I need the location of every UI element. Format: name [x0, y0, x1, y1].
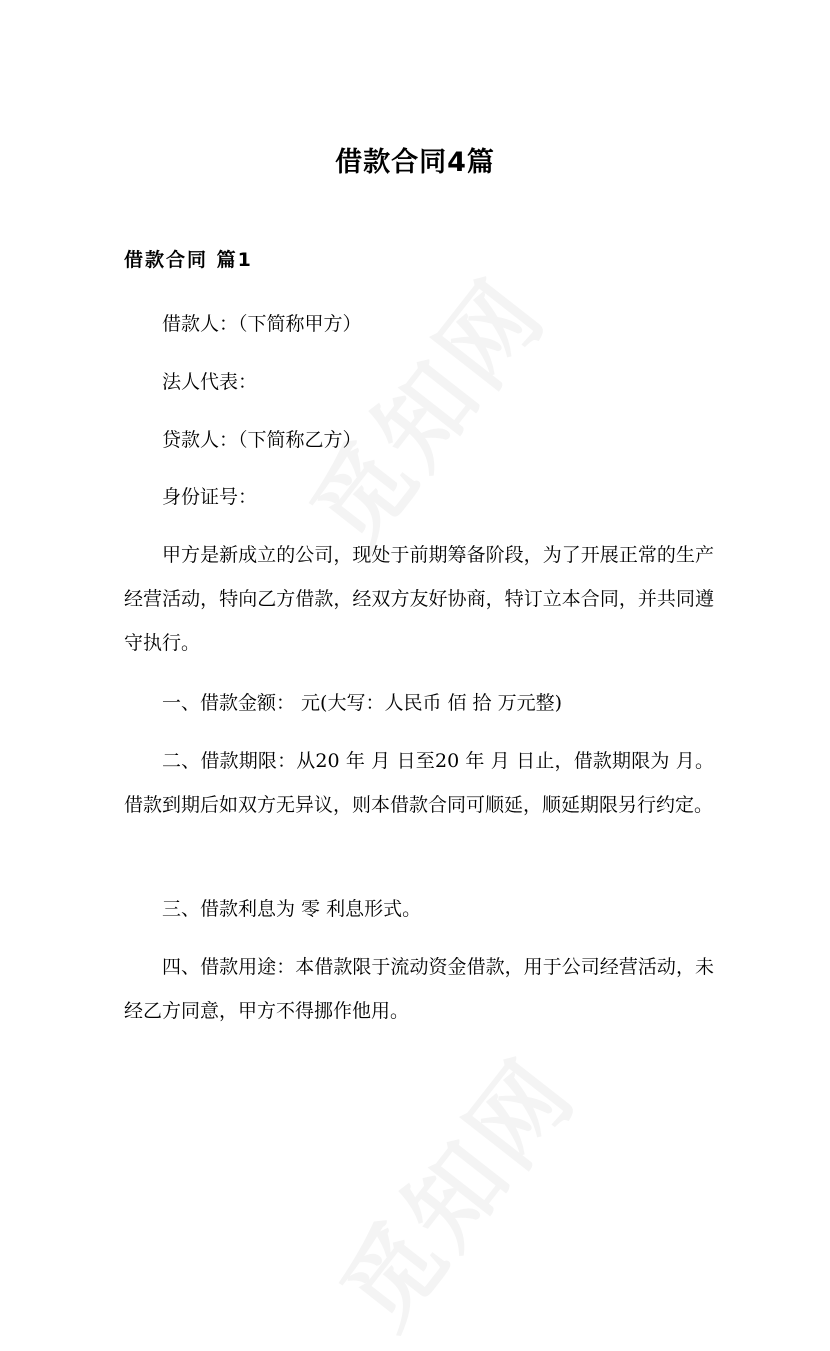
watermark: [305, 1026, 601, 1351]
paragraph-text: 借款人：（下简称甲方）: [162, 313, 362, 335]
paragraph-text: 一、借款金额： 元(大写：人民币 佰 拾 万元整): [162, 692, 562, 714]
section-heading: 借款合同 篇1: [124, 249, 253, 271]
paragraph-text: 甲方是新成立的公司，现处于前期筹备阶段，为了开展正常的生产经营活动，特向乙方借款，经双方友好协商，特订立本合同，并共同遵守执行。: [124, 544, 714, 654]
paragraph-legal-representative: [124, 360, 714, 404]
paragraph-preamble: [124, 533, 714, 665]
watermark: [275, 246, 571, 571]
clause-purpose: [124, 945, 714, 1033]
paragraph-id-number: [124, 475, 714, 519]
paragraph-text: 法人代表：: [162, 371, 258, 393]
document-title: 借款合同4篇: [335, 147, 495, 178]
paragraph-lender: [124, 418, 714, 462]
clause-interest: [124, 887, 714, 931]
paragraph-text: 二、借款期限：从20 年 月 日至20 年 月 日止，借款期限为 月。借款到期后如双方无异议，则本借款合同可顺延，顺延期限另行约定。: [124, 750, 714, 816]
paragraph-text: 贷款人：（下简称乙方）: [162, 429, 362, 451]
paragraph-borrower: [124, 302, 714, 346]
paragraph-text: 四、借款用途：本借款限于流动资金借款，用于公司经营活动，未经乙方同意，甲方不得挪作他用。: [124, 956, 714, 1022]
paragraph-text: 三、借款利息为 零 利息形式。: [162, 898, 422, 920]
clause-loan-amount: [124, 681, 714, 725]
clause-loan-term: [124, 739, 714, 827]
paragraph-text: 身份证号：: [162, 486, 258, 508]
